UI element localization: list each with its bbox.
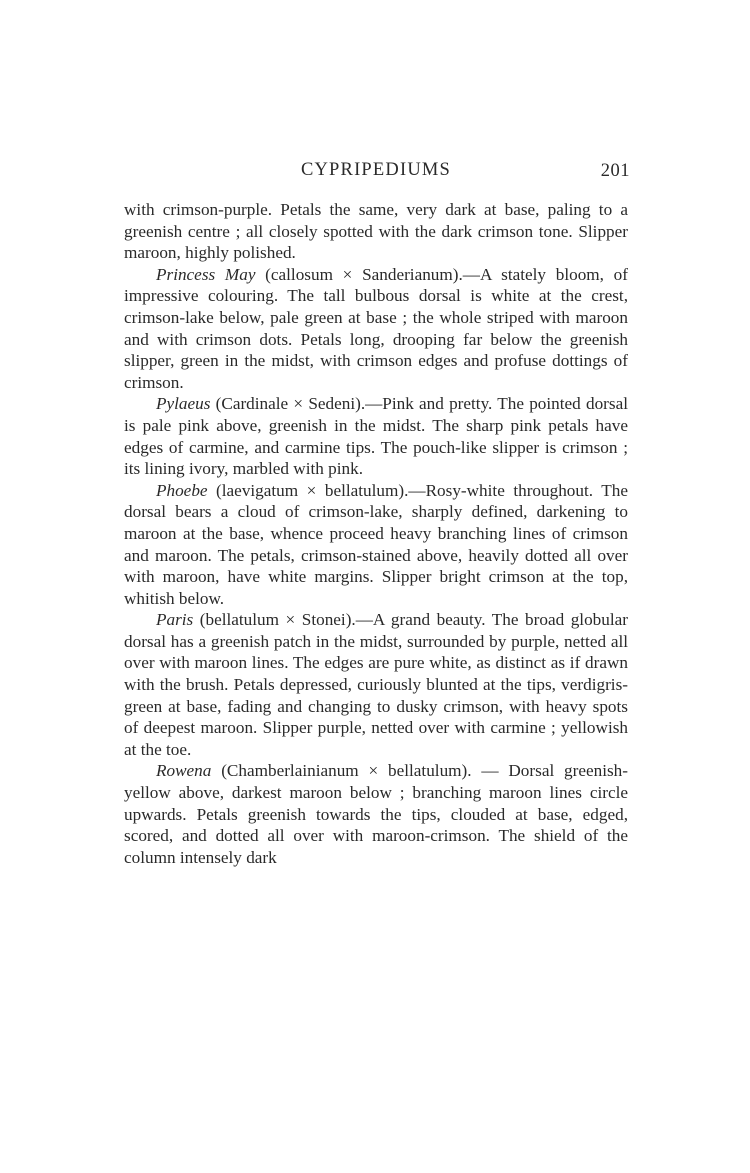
variety-name: Phoebe: [156, 480, 208, 500]
paragraph-text: (bellatulum × Stonei).—A grand beauty. The broad globular dorsal has a greenish patch in the midst, surrounded by purple, netted all over with maroon lines. The edges are pure white, as distinct as if drawn with the brush. Petals depressed, curiously blunted at the tips, verdigris-green at base, fading and changing to dusky crimson, with heavy spots of deepest maroon. Slipper purple, netted over with carmine ; yellowish at the toe.: [124, 610, 628, 759]
paragraph-text: (callosum × Sanderianum).—A stately bloom, of impressive colouring. The tall bulbous dorsal is white at the crest, crimson-lake below, pale green at base ; the whole striped with maroon and with crimson dots. Petals long, drooping far below the greenish slipper, green in the midst, with crimson edges and profuse dottings of crimson.: [124, 264, 628, 392]
paragraph-text: (laevigatum × bellatulum).—Rosy-white throughout. The dorsal bears a cloud of crimson-lake, sharply defined, darkening to maroon at the base, whence proceed heavy branching lines of crimson and maroon. The petals, crimson-stained above, heavily dotted all over with maroon, have white margins. Slipper bright crimson at the top, whitish below.: [124, 480, 628, 608]
running-title: CYPRIPEDIUMS: [300, 160, 452, 180]
paragraph-text: with crimson-purple. Petals the same, very dark at base, paling to a greenish centre ; all closely spotted with the dark crimson tone. Slipper maroon, highly polished.: [124, 200, 628, 263]
paragraph-rowena: [124, 760, 628, 868]
variety-name: Rowena: [156, 761, 212, 781]
paragraph-paris: [124, 609, 628, 760]
paragraph-pylaeus: [124, 393, 628, 479]
variety-name: Princess May: [156, 264, 256, 284]
paragraph-phoebe: [124, 480, 628, 610]
running-head: [124, 160, 628, 190]
paragraph-continuation: [124, 199, 628, 264]
paragraph-text: (Chamberlainianum × bellatulum). — Dorsal greenish-yellow above, darkest maroon below ; branching maroon lines circle upwards. Petals greenish towards the tips, clouded at base, edged, scored, and dotted all over with maroon-crimson. The shield of the column intensely dark: [124, 761, 628, 867]
variety-name: Paris: [156, 610, 194, 630]
body-text: [124, 199, 628, 868]
paragraph-text: (Cardinale × Sedeni).—Pink and pretty. The pointed dorsal is pale pink above, greenish in the midst. The sharp pink petals have edges of carmine, and carmine tips. The pouch-like slipper is crimson ; its lining ivory, marbled with pink.: [124, 394, 628, 479]
page-number: 201: [600, 161, 630, 181]
variety-name: Pylaeus: [156, 394, 211, 414]
paragraph-princess-may: [124, 264, 628, 394]
